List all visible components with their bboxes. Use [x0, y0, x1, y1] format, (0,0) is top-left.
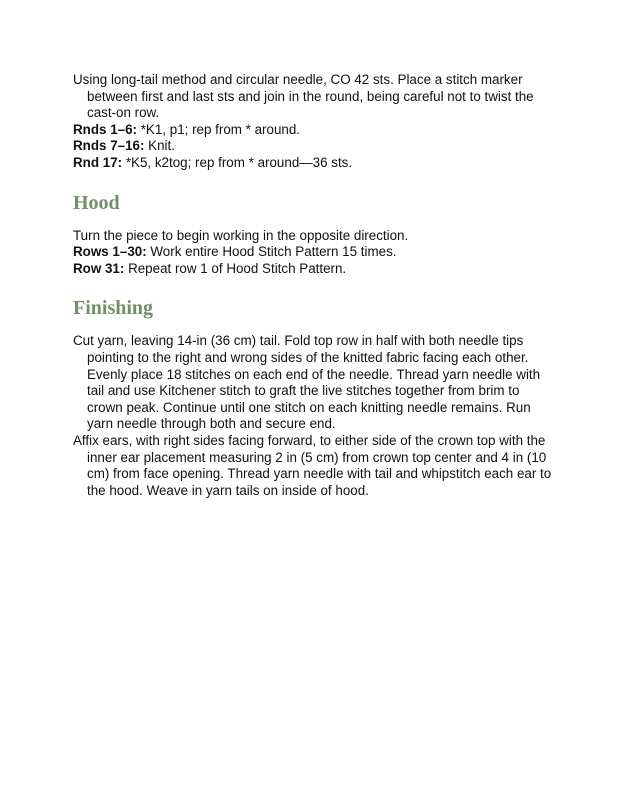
finishing-ears-instruction: Affix ears, with right sides facing forward, to either side of the crown top with the inner ear placement measuring 2 in (5 cm) from crown top center and 4 in (10 cm) from face opening. Thread yarn needle with tail and whipstitch each ear to the hood. Weave in yarn tails on inside of hood. [73, 432, 552, 498]
round-17-text: *K5, k2tog; rep from * around—36 sts. [122, 154, 353, 170]
rounds-7-16-text: Knit. [144, 138, 175, 154]
round-17-label: Rnd 17: [73, 154, 123, 170]
round-17-instruction [73, 155, 553, 172]
rounds-1-6-text: *K1, p1; rep from * around. [137, 121, 301, 137]
hood-heading: Hood [73, 191, 120, 214]
row-31-text: Repeat row 1 of Hood Stitch Pattern. [124, 260, 347, 276]
rounds-7-16-label: Rnds 7–16: [73, 138, 145, 154]
rounds-7-16-instruction [73, 138, 553, 155]
finishing-heading: Finishing [73, 297, 154, 320]
rows-1-30-label: Rows 1–30: [73, 244, 147, 260]
row-31-label: Row 31: [73, 260, 125, 276]
hood-intro-instruction: Turn the piece to begin working in the opposite direction. [73, 227, 409, 243]
pattern-content [73, 72, 553, 499]
rows-1-30-text: Work entire Hood Stitch Pattern 15 times. [146, 244, 397, 260]
rows-1-30-instruction [73, 244, 553, 261]
rounds-1-6-instruction [73, 122, 553, 139]
finishing-graft-instruction: Cut yarn, leaving 14-in (36 cm) tail. Fold top row in half with both needle tips pointing to the right and wrong sides of the knitted fabric facing each other. Evenly place 18 stitches on each end of the needle. Thread yarn needle with tail and use Kitchener stitch to graft the live stitches together from brim to crown peak. Continue until one stitch on each knitting needle remains. Run yarn needle through both and secure end. [73, 333, 541, 432]
cast-on-instruction: Using long-tail method and circular needle, CO 42 sts. Place a stitch marker between first and last sts and join in the round, being careful not to twist the cast-on row. [73, 72, 534, 121]
row-31-instruction [73, 261, 553, 278]
rounds-1-6-label: Rnds 1–6: [73, 121, 137, 137]
